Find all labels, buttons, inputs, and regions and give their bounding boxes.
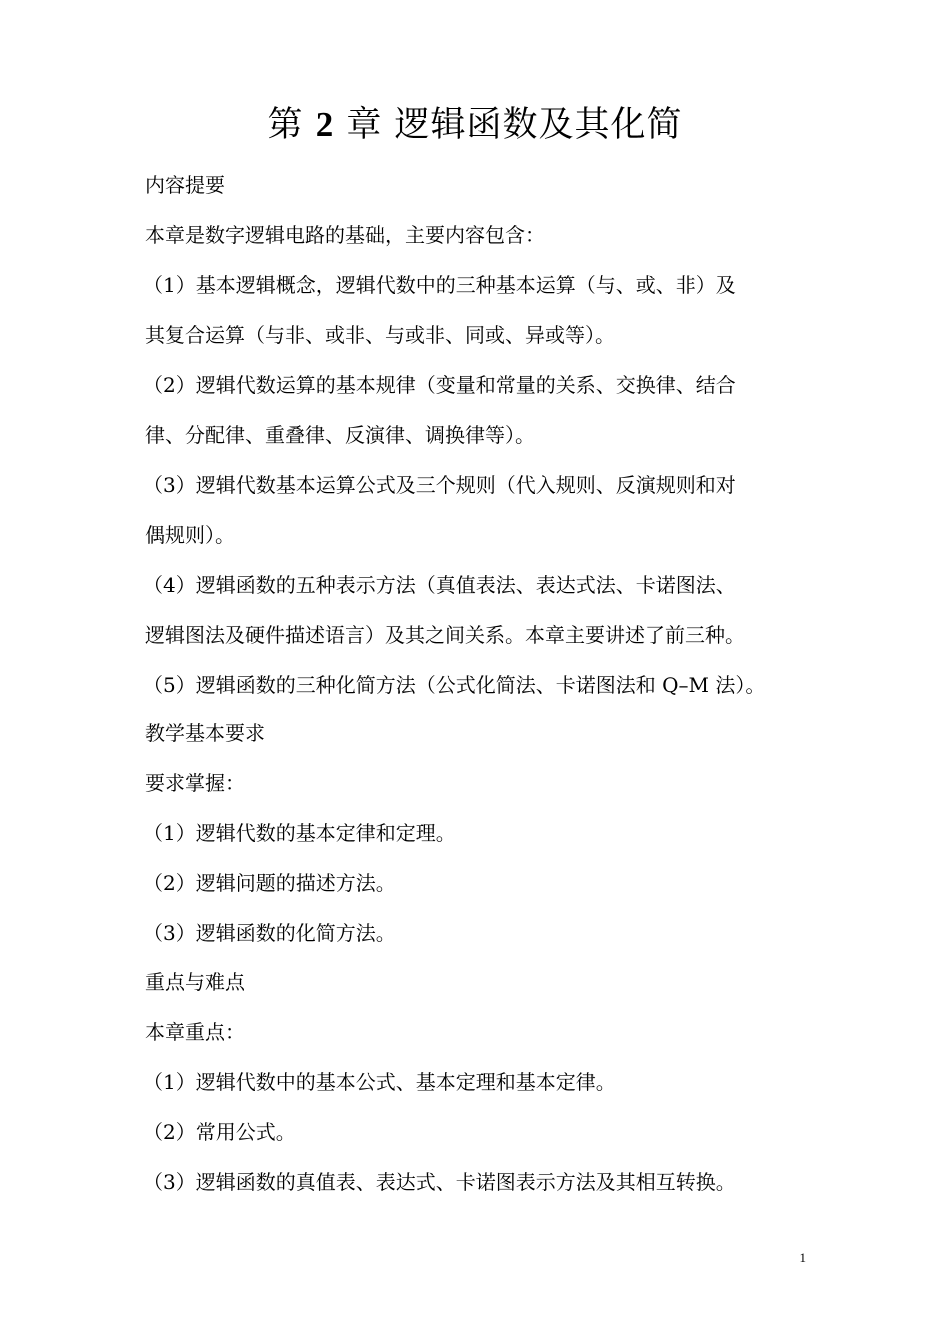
section-heading-key-points: 重点与难点 [145,970,245,994]
list-item: （3）逻辑函数的化简方法。 [143,921,396,945]
chapter-title-text: 章 逻辑函数及其化简 [346,105,683,145]
body-line: 要求掌握： [145,771,245,795]
section-heading-summary: 内容提要 [145,173,225,197]
body-line: 本章是数字逻辑电路的基础，主要内容包含： [145,223,545,247]
body-line: 其复合运算（与非、或非、与或非、同或、异或等）。 [145,323,615,347]
body-line: （4）逻辑函数的五种表示方法（真值表法、表达式法、卡诺图法、 [143,573,736,597]
chapter-number: 2 [315,105,335,144]
list-item: （1）逻辑代数中的基本公式、基本定理和基本定律。 [143,1070,616,1094]
section-heading-requirements: 教学基本要求 [145,721,265,745]
body-line: 律、分配律、重叠律、反演律、调换律等）。 [145,423,535,447]
body-line: 偶规则）。 [145,523,235,547]
chapter-title-prefix: 第 [267,105,304,145]
list-item: （1）逻辑代数的基本定律和定理。 [143,821,456,845]
chapter-title [0,100,950,150]
list-item: （2）逻辑问题的描述方法。 [143,871,396,895]
list-item: （2）常用公式。 [143,1120,296,1144]
page-number: 1 [799,1250,806,1265]
body-line: （3）逻辑代数基本运算公式及三个规则（代入规则、反演规则和对 [143,473,736,497]
list-item: （3）逻辑函数的真值表、表达式、卡诺图表示方法及其相互转换。 [143,1170,736,1194]
body-line: （1）基本逻辑概念，逻辑代数中的三种基本运算（与、或、非）及 [143,273,736,297]
body-line: （2）逻辑代数运算的基本规律（变量和常量的关系、交换律、结合 [143,373,736,397]
body-line: 本章重点： [145,1020,245,1044]
body-line: 逻辑图法及硬件描述语言）及其之间关系。本章主要讲述了前三种。 [145,623,745,647]
body-line: （5）逻辑函数的三种化简方法（公式化简法、卡诺图法和 Q–M 法）。 [143,673,766,697]
